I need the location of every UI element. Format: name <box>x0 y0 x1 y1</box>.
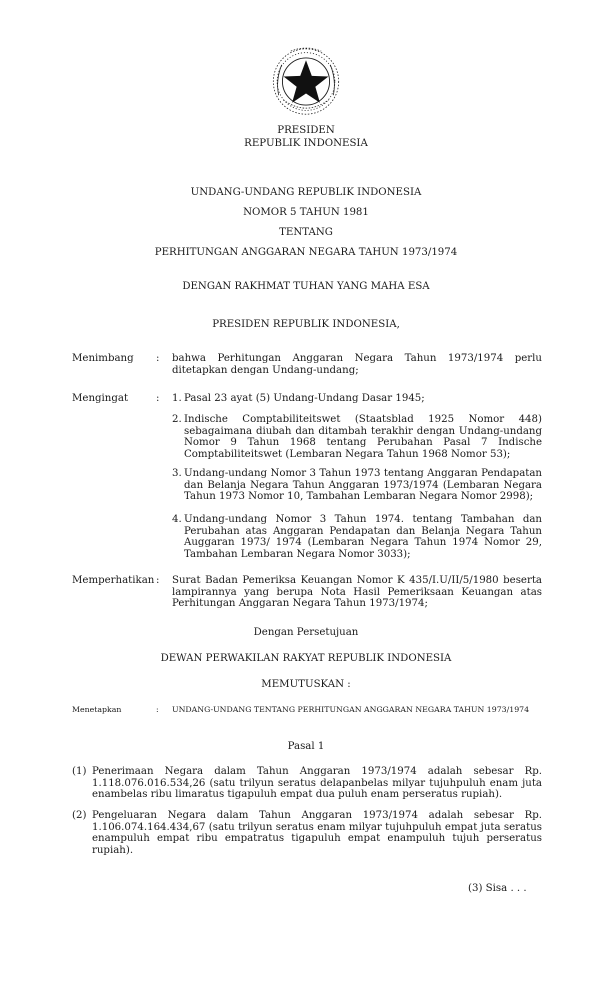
header-republik-indonesia: REPUBLIK INDONESIA <box>244 138 368 149</box>
header-presiden: PRESIDEN <box>277 125 335 136</box>
memperhatikan-colon: : <box>156 575 160 586</box>
persetujuan-dpr: DEWAN PERWAKILAN RAKYAT REPUBLIK INDONESIA <box>160 653 452 664</box>
pasal-1-heading: Pasal 1 <box>287 741 325 752</box>
mengingat-item-text: Undang-undang Nomor 3 Tahun 1974. tentang Tambahan dan Perubahan atas Anggaran Pendapatan dan Belanja Negara Tahun Auggaran 1973/ 1974 (Lembaran Negara Tahun 1974 Nomor 29, Tambahan Lembaran Negara Nomor 3033); <box>184 514 542 560</box>
pasal-1-item-number: (1) <box>72 766 87 777</box>
mengingat-item-number: 3. <box>172 468 182 479</box>
law-tentang: TENTANG <box>279 227 333 238</box>
memperhatikan-label: Memperhatikan <box>72 575 155 586</box>
mengingat-item-number: 2. <box>172 414 182 425</box>
law-subject: PERHITUNGAN ANGGARAN NEGARA TAHUN 1973/1974 <box>154 247 458 258</box>
law-number: NOMOR 5 TAHUN 1981 <box>243 207 369 218</box>
law-title: UNDANG-UNDANG REPUBLIK INDONESIA <box>190 187 422 198</box>
garuda-star-emblem-icon <box>268 42 344 118</box>
mengingat-item-text: Pasal 23 ayat (5) Undang-Undang Dasar 1945; <box>184 393 425 404</box>
pasal-1-item-number: (2) <box>72 810 87 821</box>
mengingat-colon: : <box>156 393 160 404</box>
mengingat-item-text: Undang-undang Nomor 3 Tahun 1973 tentang Anggaran Pendapatan dan Belanja Negara Tahun Anggaran 1973/1974 (Lembaran Negara Tahun 1973 Nomor 10, Tambahan Lembaran Negara Nomor 2998); <box>184 468 542 503</box>
preamble-presiden: PRESIDEN REPUBLIK INDONESIA, <box>212 319 400 330</box>
menimbang-text: bahwa Perhitungan Anggaran Negara Tahun 1973/1974 perlu ditetapkan dengan Undang-undang; <box>172 353 542 376</box>
menetapkan-colon: : <box>156 705 159 714</box>
mengingat-label: Mengingat <box>72 393 129 404</box>
memperhatikan-text: Surat Badan Pemeriksa Keuangan Nomor K 435/I.U/II/5/1980 beserta lampirannya yang berupa Nota Hasil Pemeriksaan Keuangan atas Perhitungan Anggaran Negara Tahun 1973/1974; <box>172 575 542 610</box>
pasal-1-item-text: Pengeluaran Negara dalam Tahun Anggaran 1973/1974 adalah sebesar Rp. 1.106.074.164.434,67 (satu trilyun seratus enam milyar tujuhpuluh empat juta seratus enampuluh empat ribu empatratus tigapuluh empat enampuluh tujuh perseratus rupiah). <box>92 810 542 856</box>
menimbang-label: Menimbang <box>72 353 134 364</box>
menetapkan-label: Menetapkan <box>72 705 122 714</box>
memutuskan-heading: MEMUTUSKAN : <box>261 679 351 690</box>
mengingat-item-number: 1. <box>172 393 182 404</box>
menetapkan-text: UNDANG-UNDANG TENTANG PERHITUNGAN ANGGARAN NEGARA TAHUN 1973/1974 <box>172 705 530 714</box>
pasal-1-item-text: Penerimaan Negara dalam Tahun Anggaran 1973/1974 adalah sebesar Rp. 1.118.076.016.534,26 (satu trilyun seratus delapanbelas milyar tujuhpuluh enam juta enambelas ribu limaratus tigapuluh empat dua puluh enam perseratus rupiah). <box>92 766 542 801</box>
preamble-rakhmat: DENGAN RAKHMAT TUHAN YANG MAHA ESA <box>182 281 430 292</box>
mengingat-item-number: 4. <box>172 514 182 525</box>
menimbang-colon: : <box>156 353 160 364</box>
mengingat-item-text: Indische Comptabiliteitswet (Staatsblad 1925 Nomor 448) sebagaimana diubah dan ditambah terakhir dengan Undang-undang Nomor 9 Tahun 1968 tentang Perubahan Pasal 7 Indische Comptabiliteitswet (Lembaran Negara Tahun 1968 Nomor 53); <box>184 414 542 460</box>
persetujuan-heading: Dengan Persetujuan <box>253 627 359 638</box>
page-continuation: (3) Sisa . . . <box>468 883 527 894</box>
